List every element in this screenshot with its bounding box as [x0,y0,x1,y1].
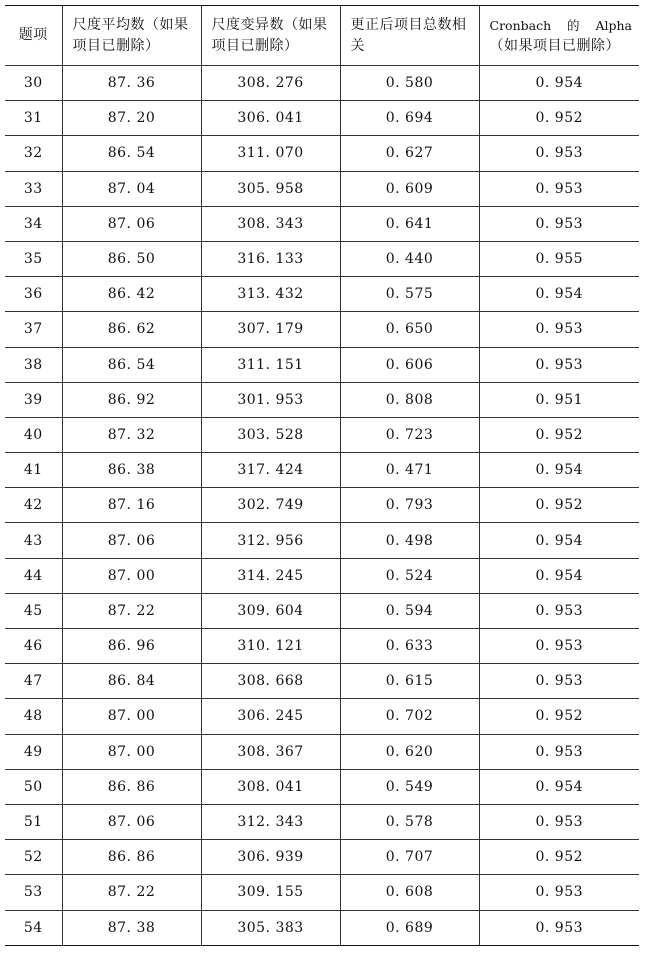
item-cell: 38 [5,347,62,382]
corrected-correlation-cell: 0. 702 [340,699,479,734]
scale-variance-cell: 306. 245 [201,699,340,734]
item-cell: 33 [5,171,62,206]
scale-mean-cell: 87. 22 [62,875,201,910]
scale-mean-cell: 87. 38 [62,910,201,945]
scale-variance-cell: 313. 432 [201,277,340,312]
scale-variance-cell: 307. 179 [201,312,340,347]
item-cell: 43 [5,523,62,558]
alpha-if-deleted-cell: 0. 954 [479,769,639,804]
item-cell: 40 [5,417,62,452]
scale-variance-cell: 312. 343 [201,804,340,839]
corrected-correlation-cell: 0. 575 [340,277,479,312]
scale-variance-cell: 316. 133 [201,241,340,276]
item-cell: 44 [5,558,62,593]
header-scale-variance: 尺度变异数（如果项目已删除） [201,6,340,66]
scale-mean-cell: 87. 32 [62,417,201,452]
corrected-correlation-cell: 0. 549 [340,769,479,804]
scale-variance-cell: 303. 528 [201,417,340,452]
item-cell: 36 [5,277,62,312]
scale-variance-cell: 302. 749 [201,488,340,523]
scale-mean-cell: 87. 04 [62,171,201,206]
item-cell: 34 [5,206,62,241]
corrected-correlation-cell: 0. 633 [340,629,479,664]
alpha-if-deleted-cell: 0. 952 [479,488,639,523]
corrected-correlation-cell: 0. 707 [340,840,479,875]
item-cell: 42 [5,488,62,523]
corrected-correlation-cell: 0. 793 [340,488,479,523]
alpha-if-deleted-cell: 0. 954 [479,523,639,558]
item-statistics-table [5,5,639,946]
header-item: 题项 [5,6,62,66]
table-row [5,171,639,206]
header-row [5,6,639,66]
alpha-if-deleted-cell: 0. 953 [479,136,639,171]
item-cell: 32 [5,136,62,171]
scale-mean-cell: 86. 54 [62,347,201,382]
header-alpha-word1: Cronbach [489,17,552,33]
corrected-correlation-cell: 0. 524 [340,558,479,593]
scale-mean-cell: 86. 54 [62,136,201,171]
corrected-correlation-cell: 0. 609 [340,171,479,206]
table-row [5,101,639,136]
scale-variance-cell: 311. 070 [201,136,340,171]
alpha-if-deleted-cell: 0. 953 [479,206,639,241]
alpha-if-deleted-cell: 0. 953 [479,312,639,347]
alpha-if-deleted-cell: 0. 953 [479,629,639,664]
alpha-if-deleted-cell: 0. 954 [479,277,639,312]
corrected-correlation-cell: 0. 440 [340,241,479,276]
table-row [5,241,639,276]
corrected-correlation-cell: 0. 471 [340,453,479,488]
scale-mean-cell: 86. 86 [62,840,201,875]
alpha-if-deleted-cell: 0. 952 [479,417,639,452]
table-row [5,277,639,312]
item-cell: 54 [5,910,62,945]
item-cell: 37 [5,312,62,347]
corrected-correlation-cell: 0. 498 [340,523,479,558]
scale-mean-cell: 86. 50 [62,241,201,276]
table-row [5,769,639,804]
table-row [5,558,639,593]
corrected-correlation-cell: 0. 594 [340,593,479,628]
corrected-correlation-cell: 0. 689 [340,910,479,945]
alpha-if-deleted-cell: 0. 955 [479,241,639,276]
table-row [5,312,639,347]
corrected-correlation-cell: 0. 580 [340,66,479,101]
scale-mean-cell: 87. 06 [62,206,201,241]
table-row [5,347,639,382]
table-row [5,629,639,664]
scale-mean-cell: 86. 62 [62,312,201,347]
alpha-if-deleted-cell: 0. 954 [479,66,639,101]
alpha-if-deleted-cell: 0. 952 [479,699,639,734]
item-cell: 31 [5,101,62,136]
alpha-if-deleted-cell: 0. 953 [479,804,639,839]
header-alpha-word3: Alpha [595,17,632,33]
item-cell: 51 [5,804,62,839]
scale-variance-cell: 309. 155 [201,875,340,910]
scale-mean-cell: 87. 36 [62,66,201,101]
header-alpha-word2: 的 [567,17,580,33]
scale-mean-cell: 86. 42 [62,277,201,312]
table-row [5,488,639,523]
item-cell: 46 [5,629,62,664]
alpha-if-deleted-cell: 0. 952 [479,840,639,875]
corrected-correlation-cell: 0. 627 [340,136,479,171]
header-corrected-item-total: 更正后项目总数相关 [340,6,479,66]
table-row [5,523,639,558]
corrected-correlation-cell: 0. 615 [340,664,479,699]
table-row [5,593,639,628]
alpha-if-deleted-cell: 0. 952 [479,101,639,136]
corrected-correlation-cell: 0. 723 [340,417,479,452]
scale-variance-cell: 312. 956 [201,523,340,558]
scale-mean-cell: 87. 06 [62,804,201,839]
alpha-if-deleted-cell: 0. 953 [479,664,639,699]
scale-mean-cell: 87. 00 [62,558,201,593]
corrected-correlation-cell: 0. 650 [340,312,479,347]
scale-mean-cell: 86. 86 [62,769,201,804]
header-alpha-line2: （如果项目已删除） [489,37,620,54]
scale-variance-cell: 308. 343 [201,206,340,241]
table-row [5,66,639,101]
scale-variance-cell: 309. 604 [201,593,340,628]
item-cell: 35 [5,241,62,276]
scale-variance-cell: 305. 383 [201,910,340,945]
corrected-correlation-cell: 0. 620 [340,734,479,769]
alpha-if-deleted-cell: 0. 954 [479,558,639,593]
table-header [5,6,639,66]
scale-mean-cell: 86. 38 [62,453,201,488]
scale-mean-cell: 87. 16 [62,488,201,523]
alpha-if-deleted-cell: 0. 953 [479,347,639,382]
header-cronbach-alpha [479,6,639,66]
scale-variance-cell: 311. 151 [201,347,340,382]
scale-mean-cell: 86. 84 [62,664,201,699]
scale-variance-cell: 314. 245 [201,558,340,593]
scale-variance-cell: 308. 041 [201,769,340,804]
scale-mean-cell: 87. 00 [62,734,201,769]
item-cell: 41 [5,453,62,488]
scale-variance-cell: 301. 953 [201,382,340,417]
scale-variance-cell: 308. 668 [201,664,340,699]
corrected-correlation-cell: 0. 606 [340,347,479,382]
table-row [5,734,639,769]
table-row [5,875,639,910]
corrected-correlation-cell: 0. 808 [340,382,479,417]
scale-mean-cell: 87. 06 [62,523,201,558]
scale-mean-cell: 87. 20 [62,101,201,136]
corrected-correlation-cell: 0. 578 [340,804,479,839]
item-cell: 48 [5,699,62,734]
corrected-correlation-cell: 0. 641 [340,206,479,241]
table-row [5,136,639,171]
table-row [5,417,639,452]
table-row [5,699,639,734]
scale-variance-cell: 317. 424 [201,453,340,488]
table-body [5,66,639,946]
table-row [5,840,639,875]
table-row [5,453,639,488]
header-alpha-line1 [490,15,633,36]
alpha-if-deleted-cell: 0. 953 [479,910,639,945]
alpha-if-deleted-cell: 0. 951 [479,382,639,417]
alpha-if-deleted-cell: 0. 954 [479,453,639,488]
scale-variance-cell: 306. 041 [201,101,340,136]
scale-mean-cell: 87. 22 [62,593,201,628]
table-row [5,664,639,699]
table-row [5,910,639,945]
table-row [5,804,639,839]
scale-variance-cell: 305. 958 [201,171,340,206]
item-cell: 52 [5,840,62,875]
scale-mean-cell: 87. 00 [62,699,201,734]
scale-variance-cell: 310. 121 [201,629,340,664]
alpha-if-deleted-cell: 0. 953 [479,734,639,769]
scale-variance-cell: 308. 276 [201,66,340,101]
item-cell: 50 [5,769,62,804]
scale-variance-cell: 306. 939 [201,840,340,875]
item-cell: 45 [5,593,62,628]
table-row [5,206,639,241]
alpha-if-deleted-cell: 0. 953 [479,875,639,910]
scale-mean-cell: 86. 96 [62,629,201,664]
item-cell: 47 [5,664,62,699]
item-cell: 39 [5,382,62,417]
corrected-correlation-cell: 0. 608 [340,875,479,910]
alpha-if-deleted-cell: 0. 953 [479,593,639,628]
item-cell: 53 [5,875,62,910]
item-cell: 30 [5,66,62,101]
item-cell: 49 [5,734,62,769]
alpha-if-deleted-cell: 0. 953 [479,171,639,206]
header-scale-mean: 尺度平均数（如果项目已删除） [62,6,201,66]
corrected-correlation-cell: 0. 694 [340,101,479,136]
scale-mean-cell: 86. 92 [62,382,201,417]
scale-variance-cell: 308. 367 [201,734,340,769]
table-row [5,382,639,417]
